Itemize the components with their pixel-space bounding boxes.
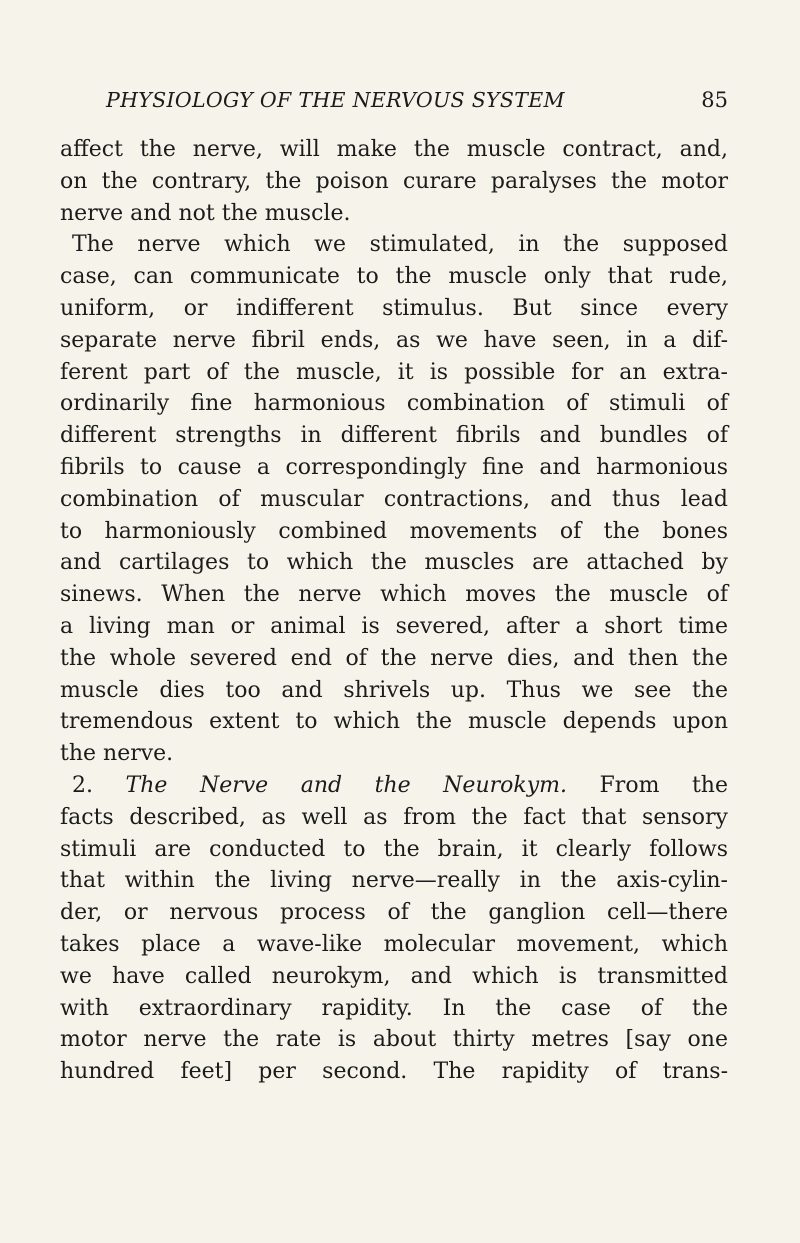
text-line: stimuli are conducted to the brain, it clearly follows: [60, 836, 728, 862]
text-line: and cartilages to which the muscles are attached by: [60, 550, 728, 576]
section-heading-rest: From the: [599, 772, 728, 798]
text-line: The nerve which we stimulated, in the supposed: [72, 232, 728, 258]
text-line: der, or nervous process of the ganglion cell—there: [60, 900, 728, 926]
section-heading: The Nerve and the Neurokym.: [125, 772, 567, 798]
text-line: muscle dies too and shrivels up. Thus we see the: [60, 677, 728, 703]
text-line: case, can communicate to the muscle only that rude,: [60, 264, 728, 290]
text-line: to harmoniously combined movements of the bones: [60, 518, 728, 544]
text-line: tremendous extent to which the muscle depends upon: [60, 709, 728, 735]
text-line: sinews. When the nerve which moves the muscle of: [60, 582, 728, 608]
text-line: takes place a wave-like molecular movement, which: [60, 931, 728, 957]
text-line: uniform, or indifferent stimulus. But since every: [60, 295, 728, 321]
text-line: motor nerve the rate is about thirty metres [say one: [60, 1027, 728, 1053]
running-head: [106, 88, 728, 118]
text-line: nerve and not the muscle.: [60, 200, 351, 226]
text-line: ferent part of the muscle, it is possible for an extra-: [60, 359, 728, 385]
text-line: that within the living nerve—really in the axis-cylin-: [60, 868, 728, 894]
running-title: PHYSIOLOGY OF THE NERVOUS SYSTEM: [106, 88, 565, 112]
text-line: affect the nerve, will make the muscle contract, and,: [60, 137, 728, 162]
text-line: fibrils to cause a correspondingly fine and harmonious: [60, 454, 728, 480]
text-line: hundred feet] per second. The rapidity of trans-: [60, 1059, 728, 1085]
page-number: 85: [701, 88, 728, 112]
text-line: ordinarily fine harmonious combination of stimuli of: [60, 391, 728, 417]
text-line: separate nerve fibril ends, as we have seen, in a dif-: [60, 327, 728, 353]
text-line: the nerve.: [60, 741, 174, 767]
text-line: the whole severed end of the nerve dies, and then the: [60, 645, 728, 671]
text-line: different strengths in different fibrils and bundles of: [60, 423, 728, 449]
text-line: on the contrary, the poison curare paralyses the motor: [60, 168, 728, 194]
section-heading-line: [60, 770, 728, 802]
text-line: combination of muscular contractions, and thus lead: [60, 486, 728, 512]
text-line: with extraordinary rapidity. In the case of the: [60, 995, 728, 1021]
body-text: [60, 134, 728, 1088]
text-line: a living man or animal is severed, after a short time: [60, 613, 728, 639]
text-line: facts described, as well as from the fact that sensory: [60, 804, 728, 830]
text-line: we have called neurokym, and which is transmitted: [60, 963, 728, 989]
section-number: 2.: [72, 772, 93, 798]
